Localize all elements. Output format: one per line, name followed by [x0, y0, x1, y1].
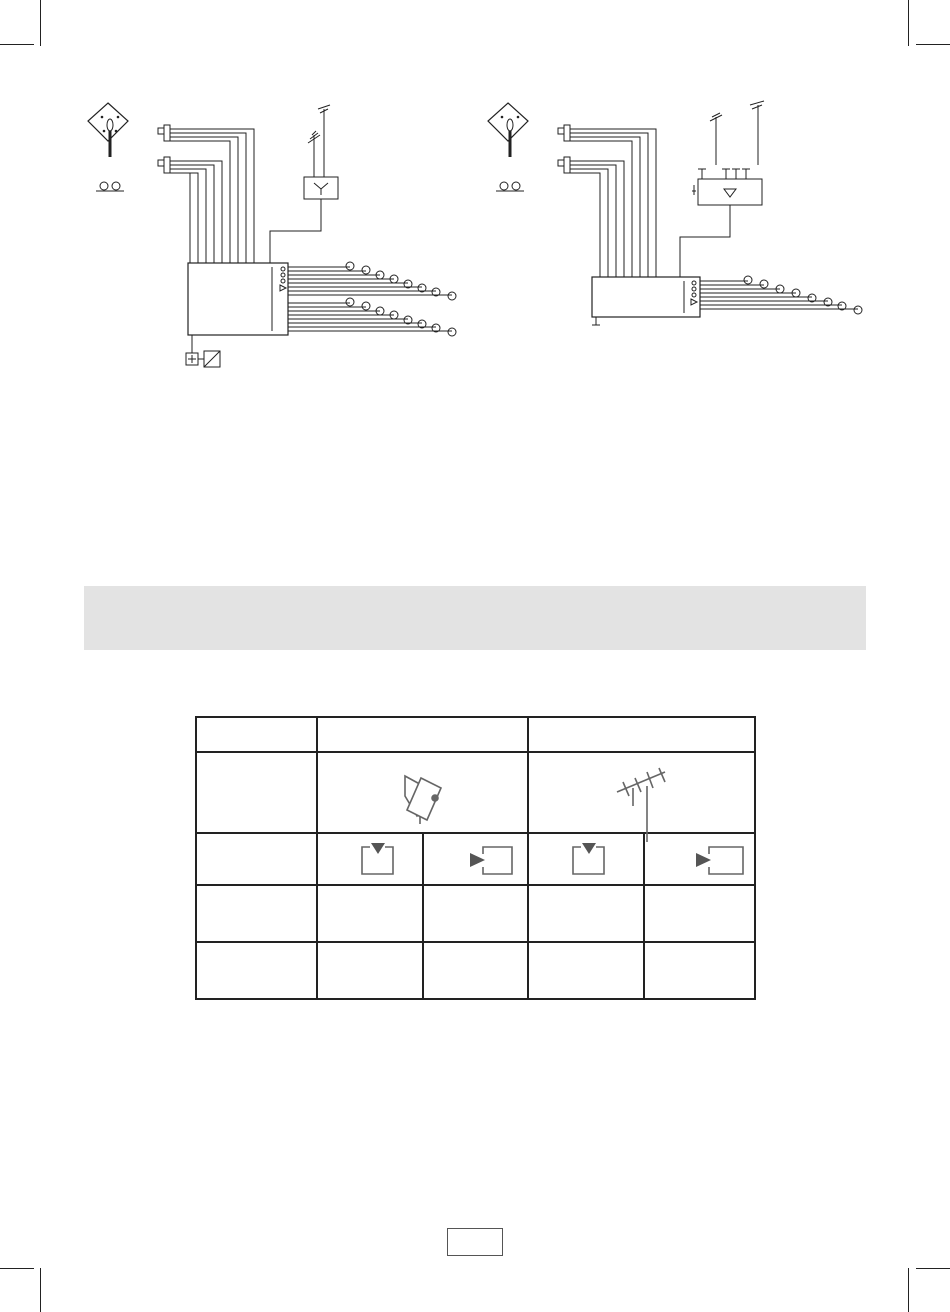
terrestrial-antenna-icon [308, 105, 330, 177]
crop-mark [916, 44, 950, 45]
lnb-icon [496, 182, 524, 191]
terrestrial-antenna-icon [710, 101, 764, 165]
crop-mark [0, 1268, 34, 1269]
crop-mark [40, 1268, 41, 1312]
tv-outlet-icon [744, 276, 862, 314]
satellite-dish-icon [88, 103, 128, 157]
lnb-connector [164, 157, 170, 173]
section-header-band [84, 586, 866, 650]
yagi-antenna-icon [617, 768, 665, 842]
amplifier-box [698, 179, 762, 205]
crop-mark [40, 0, 41, 46]
horizontal-input-icon [709, 847, 743, 874]
crop-mark [908, 0, 909, 46]
left-wiring-diagram [80, 95, 470, 375]
crop-mark [0, 44, 34, 45]
right-wiring-diagram [478, 95, 868, 335]
lnb-icon [96, 182, 124, 191]
lnb-connector [564, 125, 570, 141]
crop-mark [916, 1268, 950, 1269]
page-number-box [447, 1228, 503, 1256]
satellite-dish-icon [405, 776, 441, 824]
lnb-connector [564, 157, 570, 173]
input-spec-table [195, 716, 756, 1000]
crop-mark [908, 1268, 909, 1312]
tv-outlet-icon [346, 262, 456, 336]
combiner-box [304, 177, 338, 199]
lnb-connector [164, 125, 170, 141]
multiswitch-box [188, 263, 288, 335]
horizontal-input-icon [483, 847, 512, 874]
satellite-dish-icon [488, 103, 528, 157]
